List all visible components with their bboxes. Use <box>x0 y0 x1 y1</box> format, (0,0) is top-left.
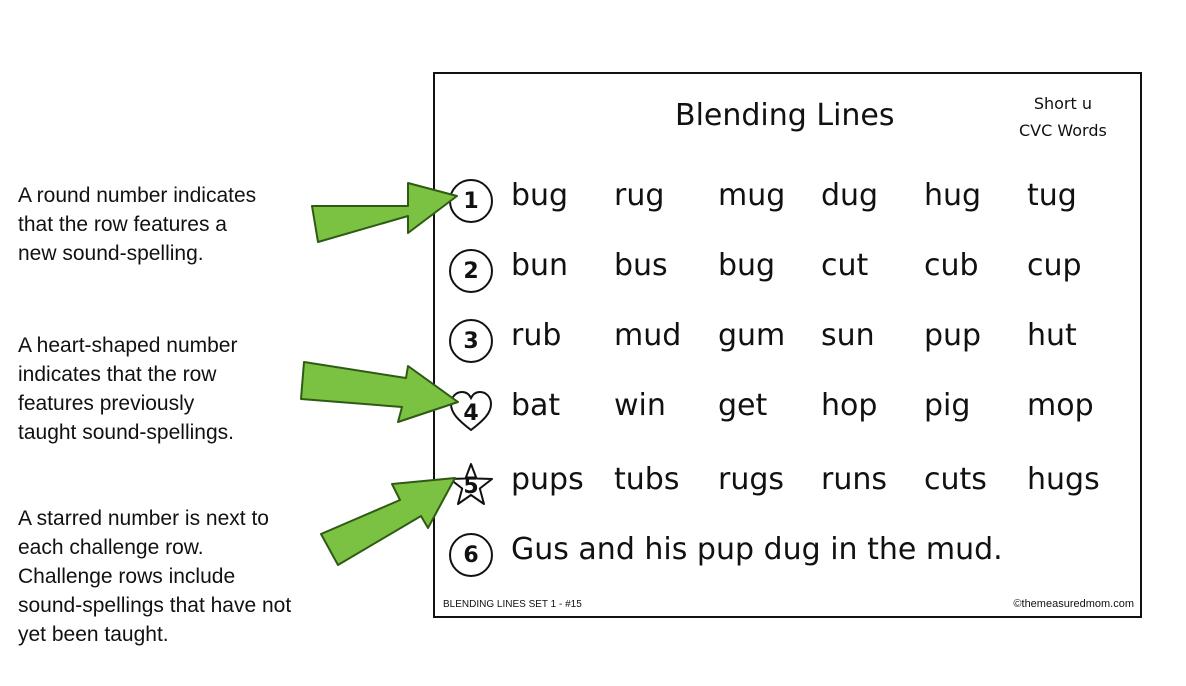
annotation-line: indicates that the row <box>18 363 217 386</box>
word: cup <box>1027 248 1082 283</box>
word: bug <box>511 178 569 213</box>
blending-row-2 <box>435 244 1140 294</box>
word: mud <box>614 318 682 353</box>
row-number: 6 <box>463 542 479 568</box>
word: hop <box>821 388 878 423</box>
word: mop <box>1027 388 1094 423</box>
annotation-line: taught sound-spellings. <box>18 421 234 444</box>
round-number-marker <box>448 318 494 364</box>
annotation-line: A starred number is next to <box>18 507 269 530</box>
word: sun <box>821 318 875 353</box>
round-number-marker <box>448 532 494 578</box>
annotation-line: yet been taught. <box>18 623 169 646</box>
row-number: 2 <box>463 258 479 284</box>
annotation-line: A heart-shaped number <box>18 334 238 357</box>
annotation-line: each challenge row. <box>18 536 204 559</box>
annotation-line: new sound-spelling. <box>18 242 204 265</box>
word: bat <box>511 388 561 423</box>
word: hug <box>924 178 982 213</box>
worksheet-subtitle <box>1019 90 1107 144</box>
word: hugs <box>1027 462 1100 497</box>
word: cub <box>924 248 979 283</box>
blending-row-6 <box>435 528 1140 578</box>
word: dug <box>821 178 879 213</box>
worksheet <box>433 72 1142 618</box>
annotation-line: that the row features a <box>18 213 227 236</box>
row-number: 3 <box>463 328 479 354</box>
annotation-line: A round number indicates <box>18 184 257 207</box>
heart-number-marker <box>448 388 494 434</box>
blending-row-1 <box>435 174 1140 224</box>
subtitle-line-2: CVC Words <box>1019 121 1107 140</box>
challenge-sentence: Gus and his pup dug in the mud. <box>511 532 1003 567</box>
row-number: 4 <box>463 400 479 426</box>
word: hut <box>1027 318 1077 353</box>
word: runs <box>821 462 887 497</box>
footer-set-label: BLENDING LINES SET 1 - #15 <box>443 599 582 610</box>
word: bus <box>614 248 668 283</box>
word: bug <box>718 248 776 283</box>
blending-row-5 <box>435 458 1140 508</box>
word: pup <box>924 318 982 353</box>
footer-copyright: ©themeasuredmom.com <box>1013 598 1134 610</box>
row-number: 5 <box>463 473 479 499</box>
word: win <box>614 388 666 423</box>
blending-row-3 <box>435 314 1140 364</box>
word: cut <box>821 248 869 283</box>
annotation-round-number <box>18 181 256 268</box>
round-number-marker <box>448 178 494 224</box>
word: rub <box>511 318 562 353</box>
annotation-line: sound-spellings that have not <box>18 594 292 617</box>
blending-row-4 <box>435 384 1140 434</box>
word: bun <box>511 248 569 283</box>
annotation-heart-number <box>18 331 237 447</box>
word: gum <box>718 318 786 353</box>
word: pig <box>924 388 971 423</box>
word: tug <box>1027 178 1077 213</box>
round-number-marker <box>448 248 494 294</box>
subtitle-line-1: Short u <box>1033 94 1092 113</box>
row-number: 1 <box>463 188 479 214</box>
star-number-marker <box>448 462 494 508</box>
word: get <box>718 388 768 423</box>
word: rugs <box>718 462 785 497</box>
word: rug <box>614 178 665 213</box>
annotation-line: Challenge rows include <box>18 565 236 588</box>
annotation-star-number <box>18 504 291 649</box>
word: tubs <box>614 462 680 497</box>
annotation-line: features previously <box>18 392 195 415</box>
word: cuts <box>924 462 987 497</box>
word: pups <box>511 462 584 497</box>
worksheet-title: Blending Lines <box>675 98 895 133</box>
word: mug <box>718 178 786 213</box>
